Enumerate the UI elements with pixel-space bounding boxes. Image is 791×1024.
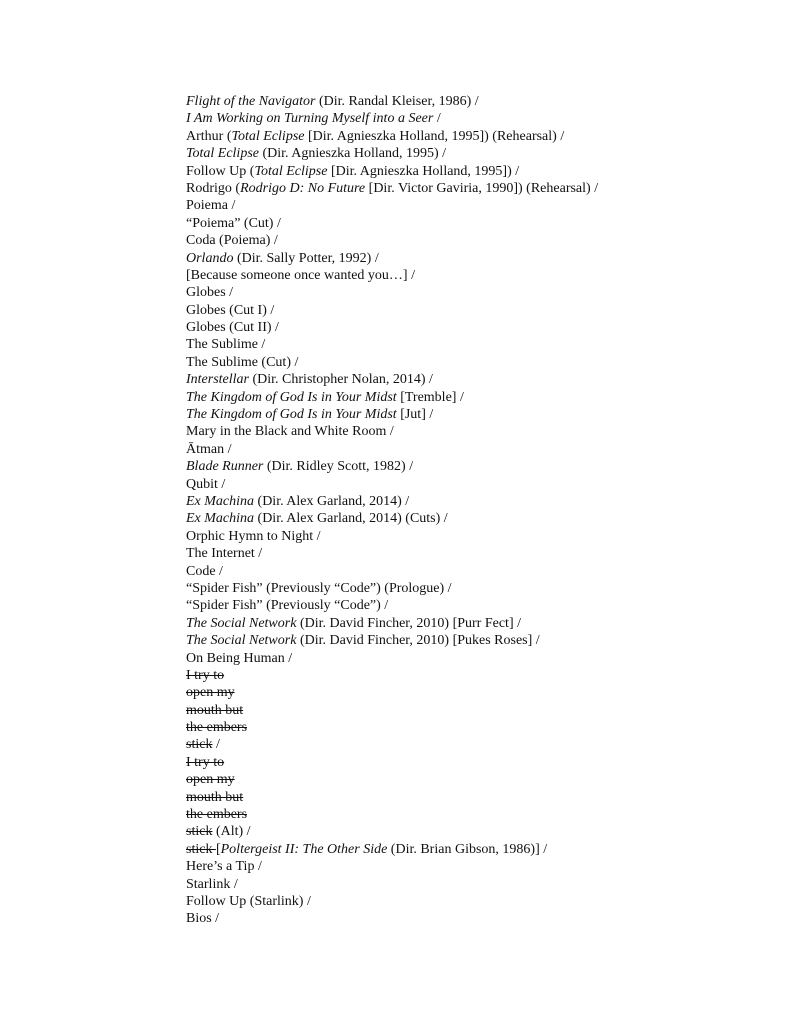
italic-title: Poltergeist II: The Other Side [220, 841, 388, 857]
text-run: Follow Up ( [186, 163, 255, 179]
italic-title: Ex Machina [186, 511, 255, 527]
text-run: Globes (Cut I) / [186, 302, 275, 318]
text-run: / [433, 111, 441, 127]
text-run: Qubit / [186, 476, 226, 492]
list-item [186, 458, 746, 475]
text-run: (Dir. Ridley Scott, 1982) / [263, 459, 414, 475]
struck-text: stick [186, 824, 213, 840]
text-run: The Sublime (Cut) / [186, 354, 299, 370]
italic-title: The Social Network [186, 633, 297, 649]
list-item [186, 215, 746, 232]
list-item [186, 389, 746, 406]
italic-title: I Am Working on Turning Myself into a Seer [186, 111, 434, 127]
list-item [186, 650, 746, 667]
list-item [186, 354, 746, 371]
list-item [186, 910, 746, 927]
text-run: (Dir. Brian Gibson, 1986)] / [387, 841, 548, 857]
list-item [186, 893, 746, 910]
text-run: “Spider Fish” (Previously “Code”) (Prologue) / [186, 580, 452, 596]
list-item [186, 789, 746, 806]
italic-title: Total Eclipse [254, 163, 328, 179]
text-run: On Being Human / [186, 650, 293, 666]
list-item [186, 876, 746, 893]
text-run: (Alt) / [212, 824, 251, 840]
text-run: Ātman / [186, 441, 232, 457]
list-item [186, 163, 746, 180]
text-run: (Dir. Christopher Nolan, 2014) / [249, 372, 433, 388]
text-run: Code / [186, 563, 223, 579]
list-item [186, 823, 746, 840]
list-item [186, 563, 746, 580]
list-item [186, 110, 746, 127]
text-run: (Dir. Randal Kleiser, 1986) / [315, 94, 479, 109]
list-item [186, 580, 746, 597]
list-item [186, 406, 746, 423]
struck-text: the embers [186, 720, 248, 736]
list-item [186, 736, 746, 753]
text-run: / [212, 737, 220, 753]
text-run: (Dir. Sally Potter, 1992) / [233, 250, 379, 266]
struck-text: mouth but [186, 789, 244, 805]
text-run: [ [215, 841, 221, 857]
list-item [186, 319, 746, 336]
text-run: Orphic Hymn to Night / [186, 528, 321, 544]
italic-title: The Social Network [186, 615, 297, 631]
list-item [186, 423, 746, 440]
list-item [186, 250, 746, 267]
text-run: Bios / [186, 911, 220, 927]
list-item [186, 128, 746, 145]
list-item [186, 267, 746, 284]
list-item [186, 302, 746, 319]
list-item [186, 719, 746, 736]
struck-text: the embers [186, 807, 248, 823]
text-run: The Sublime / [186, 337, 266, 353]
italic-title: Total Eclipse [231, 128, 305, 144]
italic-title: The Kingdom of God Is in Your Midst [186, 407, 397, 423]
list-item [186, 858, 746, 875]
italic-title: Orlando [186, 250, 234, 266]
list-item [186, 232, 746, 249]
italic-title: Interstellar [186, 372, 249, 388]
text-run: Here’s a Tip / [186, 859, 262, 875]
list-item [186, 371, 746, 388]
struck-text: mouth but [186, 702, 244, 718]
text-run: Arthur ( [186, 128, 232, 144]
text-run: Mary in the Black and White Room / [186, 424, 394, 440]
list-item [186, 597, 746, 614]
italic-title: Ex Machina [186, 493, 255, 509]
list-item [186, 841, 746, 858]
italic-title: Flight of the Navigator [186, 94, 316, 109]
text-run: “Poiema” (Cut) / [186, 215, 281, 231]
text-run: Starlink / [186, 876, 238, 892]
text-run: [Because someone once wanted you…] / [186, 267, 415, 283]
text-run: [Dir. Victor Gaviria, 1990]) (Rehearsal) / [365, 180, 599, 196]
struck-text: I try to [186, 754, 225, 770]
list-item [186, 754, 746, 771]
list-item [186, 476, 746, 493]
list-item [186, 528, 746, 545]
text-run: Poiema / [186, 198, 236, 214]
struck-text: open my [186, 685, 235, 701]
list-item [186, 667, 746, 684]
text-run: Globes / [186, 285, 234, 301]
list-item [186, 545, 746, 562]
text-run: [Dir. Agnieszka Holland, 1995]) (Rehearsal) / [304, 128, 565, 144]
struck-text: stick [186, 737, 213, 753]
list-item [186, 510, 746, 527]
list-item [186, 441, 746, 458]
list-item [186, 771, 746, 788]
text-run: The Internet / [186, 546, 263, 562]
list-item [186, 806, 746, 823]
list-item [186, 493, 746, 510]
text-run: [Dir. Agnieszka Holland, 1995]) / [327, 163, 520, 179]
text-run: Coda (Poiema) / [186, 233, 278, 249]
struck-text: open my [186, 772, 235, 788]
text-run: Globes (Cut II) / [186, 320, 279, 336]
text-run: (Dir. David Fincher, 2010) [Purr Fect] / [296, 615, 521, 631]
list-item [186, 702, 746, 719]
text-run: [Tremble] / [396, 389, 464, 405]
text-run: (Dir. Agnieszka Holland, 1995) / [259, 146, 447, 162]
title-list [186, 93, 746, 928]
list-item [186, 197, 746, 214]
list-item [186, 336, 746, 353]
list-item [186, 93, 746, 110]
list-item [186, 632, 746, 649]
list-item [186, 284, 746, 301]
italic-title: The Kingdom of God Is in Your Midst [186, 389, 397, 405]
text-run: [Jut] / [396, 407, 434, 423]
italic-title: Rodrigo D: No Future [240, 180, 366, 196]
italic-title: Blade Runner [186, 459, 264, 475]
text-run: (Dir. Alex Garland, 2014) (Cuts) / [254, 511, 448, 527]
list-item [186, 615, 746, 632]
text-run: “Spider Fish” (Previously “Code”) / [186, 598, 389, 614]
list-item [186, 180, 746, 197]
text-run: (Dir. David Fincher, 2010) [Pukes Roses] / [296, 633, 540, 649]
text-run: Follow Up (Starlink) / [186, 893, 311, 909]
list-item [186, 145, 746, 162]
list-item [186, 684, 746, 701]
text-run: Rodrigo ( [186, 180, 241, 196]
text-run: (Dir. Alex Garland, 2014) / [254, 493, 410, 509]
italic-title: Total Eclipse [186, 146, 259, 162]
struck-text: I try to [186, 667, 225, 683]
struck-text: stick [186, 841, 216, 857]
